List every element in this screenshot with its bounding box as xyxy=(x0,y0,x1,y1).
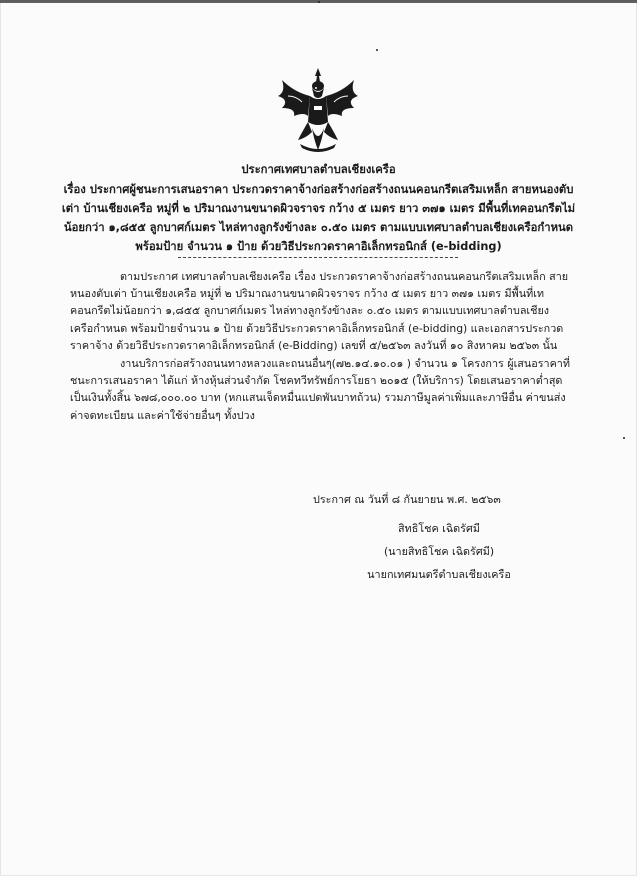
heading-divider xyxy=(178,257,458,258)
scan-speck xyxy=(376,49,378,51)
body-paragraph-2: งานบริการก่อสร้างถนนทางหลวงและถนนอื่นๆ(๗๒.๑๔.๑๐.๐๑ ) จำนวน ๑ โครงการ ผู้เสนอราคาที่ชนะการเสนอราคา ได้แก่ ห้างหุ้นส่วนจำกัด โชคทวีทรัพย์การโยธา ๒๐๑๕ (ให้บริการ) โดยเสนอราคาต่ำสุด เป็นเงินทั้งสิ้น ๖๗๘,๐๐๐.๐๐ บาท (หกแสนเจ็ดหมื่นแปดพันบาทถ้วน) รวมภาษีมูลค่าเพิ่มและภาษีอื่น ค่าขนส่ง ค่าจดทะเบียน และค่าใช้จ่ายอื่นๆ ทั้งปวง xyxy=(70,357,570,422)
announcement-title: ประกาศเทศบาลตำบลเชียงเครือ xyxy=(241,163,396,176)
body-paragraph-1: ตามประกาศ เทศบาลตำบลเชียงเครือ เรื่อง ประกวดราคาจ้างก่อสร้างถนนคอนกรีตเสริมเหล็ก สายหนองตับเต่า บ้านเชียงเครือ หมู่ที่ ๒ ปริมาณงานขนาดผิวจราจร กว้าง ๕ เมตร ยาว ๓๗๑ เมตร มีพื้นที่เทคอนกรีตไม่น้อยกว่า ๑,๘๕๕ ลูกบาศก์เมตร ไหล่ทางลูกรังข้างละ ๐.๕๐ เมตร ตามแบบเทศบาลตำบลเชียงเครือกำหนด พร้อมป้ายจำนวน ๑ ป้าย ด้วยวิธีประกวดราคาอิเล็กทรอนิกส์ (e-bidding) และเอกสารประกวดราคาจ้าง ด้วยวิธีประกวดราคาอิเล็กทรอนิกส์ (e-Bidding) เลขที่ ๕/๒๕๖๓ ลงวันที่ ๑๐ สิงหาคม ๒๕๖๓ นั้น xyxy=(70,270,569,352)
announcement-heading xyxy=(0,160,637,256)
announcement-body xyxy=(70,268,570,425)
scan-speck xyxy=(318,1,320,3)
announcement-date: ประกาศ ณ วันที่ ๘ กันยายน พ.ศ. ๒๕๖๓ xyxy=(313,493,501,506)
announcement-subject: เรื่อง ประกาศผู้ชนะการเสนอราคา ประกวดราคาจ้างก่อสร้างก่อสร้างถนนคอนกรีตเสริมเหล็ก สายหนองตับเต่า บ้านเชียงเครือ หมู่ที่ ๒ ปริมาณงานขนาดผิวจราจร กว้าง ๕ เมตร ยาว ๓๗๑ เมตร มีพื้นที่เทคอนกรีตไม่น้อยกว่า ๑,๘๕๕ ลูกบาศก์เมตร ไหล่ทางลูกรังข้างละ ๐.๕๐ เมตร ตามแบบเทศบาลตำบลเชียงเครือกำหนด พร้อมป้าย จำนวน ๑ ป้าย ด้วยวิธีประกวดราคาอิเล็กทรอนิกส์ (e-bidding) xyxy=(61,183,576,253)
signature-name: สิทธิโชค เฉิดรัศมี xyxy=(398,522,480,535)
signatory-position: นายกเทศมนตรีตำบลเชียงเครือ xyxy=(367,568,511,581)
scan-speck xyxy=(623,437,625,439)
signatory-full-name: (นายสิทธิโชค เฉิดรัศมี) xyxy=(383,545,495,558)
garuda-emblem-icon xyxy=(272,66,364,158)
